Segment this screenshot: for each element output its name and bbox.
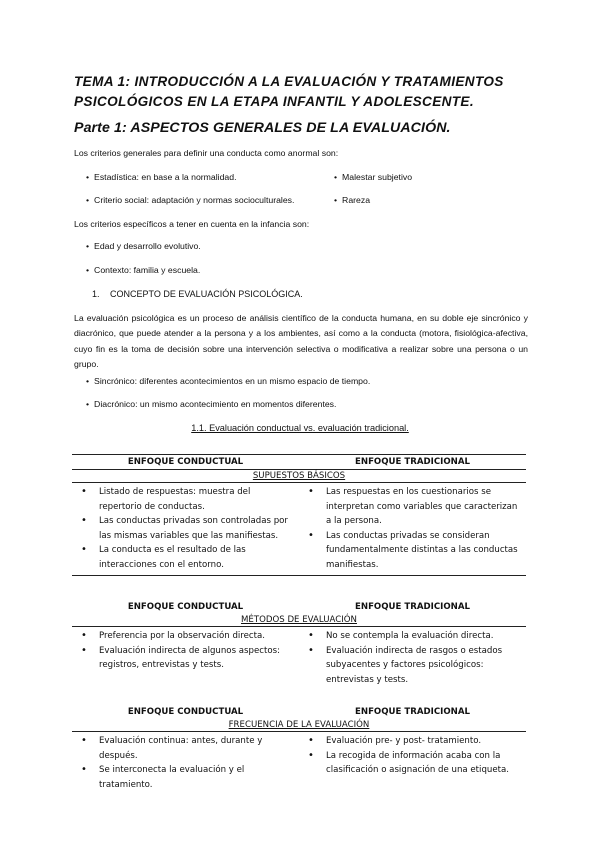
traditional-column (299, 483, 526, 572)
header-behavioral: ENFOQUE CONDUCTUAL (127, 602, 244, 612)
comparison-table-frequency (72, 705, 526, 792)
table-header (72, 454, 526, 469)
table-item: • La recogida de información acaba con la clasificación o asignación de una etiqueta. (299, 749, 526, 778)
list-item: • Contexto: familia y escuela. (86, 265, 200, 276)
header-behavioral: ENFOQUE CONDUCTUAL (127, 457, 244, 467)
section-number: 1. (92, 289, 100, 299)
list-item: • Sincrónico: diferentes acontecimientos en un mismo espacio de tiempo. (86, 376, 370, 387)
list-item: • Malestar subjetivo (334, 172, 412, 183)
behavioral-column (72, 627, 299, 687)
table-section-title: SUPUESTOS BÁSICOS (72, 469, 526, 482)
document-title: TEMA 1: INTRODUCCIÓN A LA EVALUACIÓN Y TRATAMIENTOS PSICOLÓGICOS EN LA ETAPA INFANTIL Y ADOLESCENTE. (74, 74, 504, 109)
header-traditional: ENFOQUE TRADICIONAL (355, 707, 470, 717)
specific-criteria-intro: Los criterios específicos a tener en cuenta en la infancia son: (74, 219, 310, 229)
list-item: • Estadística: en base a la normalidad. (86, 172, 237, 183)
header-behavioral: ENFOQUE CONDUCTUAL (127, 707, 244, 717)
table-item: • Las conductas privadas se consideran fundamentalmente distintas a las conductas manifiestas. (299, 529, 526, 573)
table-header (72, 600, 526, 614)
table-body (72, 482, 526, 576)
list-item: • Rareza (334, 195, 370, 206)
table-item: • Evaluación indirecta de rasgos o estados subyacentes y factores psicológicos: entrevistas y tests. (299, 644, 526, 688)
comparison-table-methods (72, 600, 526, 687)
table-item: • Evaluación indirecta de algunos aspectos: registros, entrevistas y tests. (72, 644, 299, 673)
list-item: • Criterio social: adaptación y normas socioculturales. (86, 195, 294, 206)
behavioral-column (72, 732, 299, 792)
table-section-title: MÉTODOS DE EVALUACIÓN (241, 615, 357, 625)
comparison-table-assumptions (72, 454, 526, 576)
table-body (72, 731, 526, 792)
table-item: • Evaluación pre- y post- tratamiento. (299, 734, 526, 749)
subsection-title: 1.1. Evaluación conductual vs. evaluación tradicional. (191, 423, 409, 433)
behavioral-column (72, 483, 299, 572)
list-item: • Diacrónico: un mismo acontecimiento en momentos diferentes. (86, 399, 336, 410)
table-item: • La conducta es el resultado de las interacciones con el entorno. (72, 543, 299, 572)
table-header (72, 705, 526, 719)
table-item: • No se contempla la evaluación directa. (299, 629, 526, 644)
header-traditional: ENFOQUE TRADICIONAL (355, 602, 470, 612)
definition-paragraph: La evaluación psicológica es un proceso de análisis científico de la conducta humana, en su doble eje sincrónico y diacrónico, que puede atender a la persona y a los ambientes, así como a la conducta (motora, fisiológica-afectiva, cuyo fin es la toma de decisión sobre una intervención selectiva o modificativa a realizar sobre una persona o un grupo. (74, 313, 528, 369)
table-item: • Listado de respuestas: muestra del repertorio de conductas. (72, 485, 299, 514)
table-item: • Se interconecta la evaluación y el tratamiento. (72, 763, 299, 792)
table-item: • Las respuestas en los cuestionarios se interpretan como variables que caracterizan a la persona. (299, 485, 526, 529)
table-item: • Las conductas privadas son controladas por las mismas variables que las manifiestas. (72, 514, 299, 543)
list-item: • Edad y desarrollo evolutivo. (86, 241, 201, 252)
general-criteria-intro: Los criterios generales para definir una conducta como anormal son: (74, 148, 339, 158)
part-title: Parte 1: ASPECTOS GENERALES DE LA EVALUACIÓN. (74, 120, 451, 136)
table-section-title: FRECUENCIA DE LA EVALUACIÓN (228, 720, 370, 730)
header-traditional: ENFOQUE TRADICIONAL (355, 457, 470, 467)
table-item: • Preferencia por la observación directa. (72, 629, 299, 644)
table-body (72, 626, 526, 687)
traditional-column (299, 732, 526, 792)
table-item: • Evaluación continua: antes, durante y después. (72, 734, 299, 763)
traditional-column (299, 627, 526, 687)
section-title: CONCEPTO DE EVALUACIÓN PSICOLÓGICA. (110, 289, 303, 299)
